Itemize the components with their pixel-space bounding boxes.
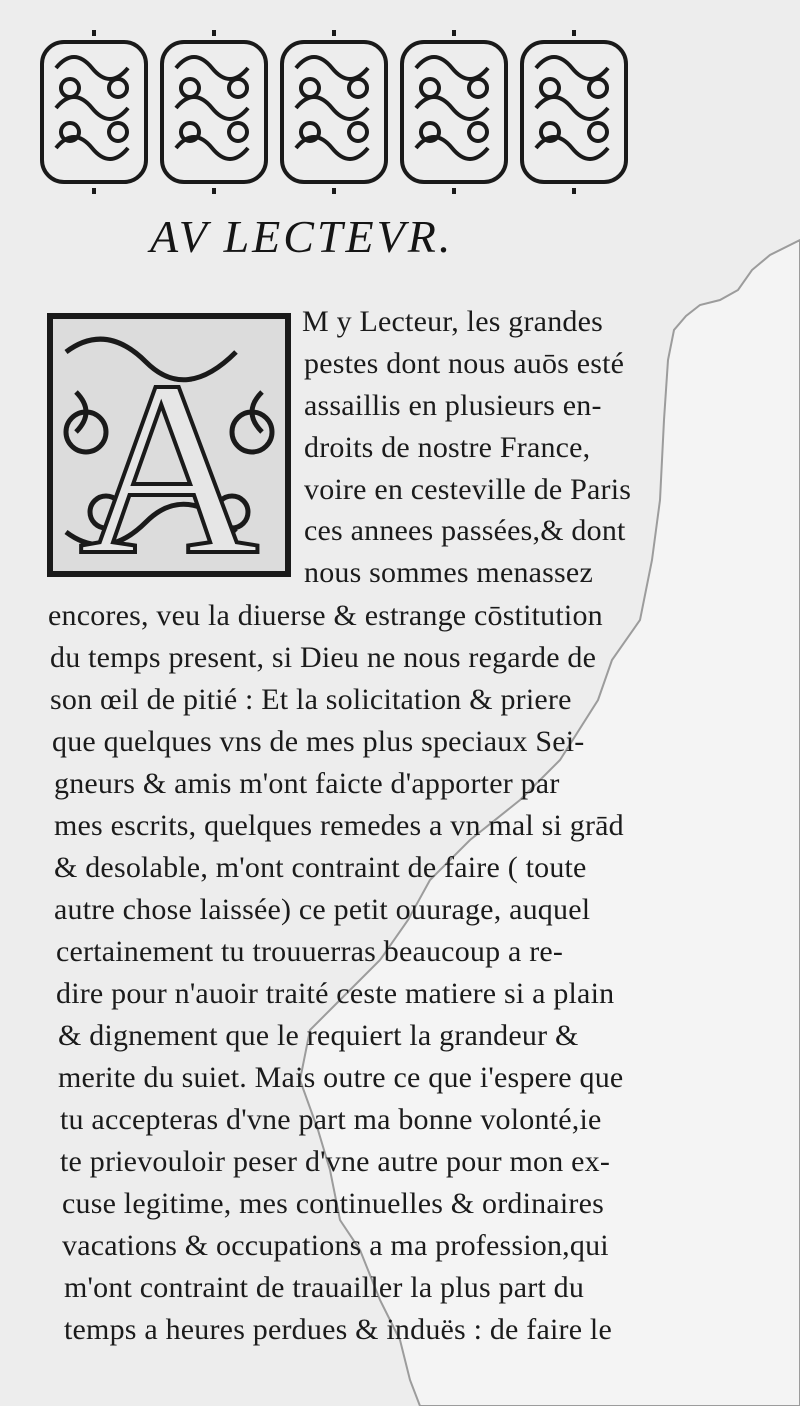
- text-line: m'ont contraint de trauailler la plus part du: [64, 1271, 585, 1304]
- text-line: cuse legitime, mes continuelles & ordinaires: [62, 1187, 604, 1220]
- text-line: gneurs & amis m'ont faicte d'apporter par: [54, 767, 560, 800]
- text-line: que quelques vns de mes plus speciaux Sei-: [52, 725, 585, 758]
- text-line: temps a heures perdues & induës : de faire le: [64, 1313, 612, 1346]
- text-line: son œil de pitié : Et la solicitation & priere: [50, 683, 572, 716]
- text-line: dire pour n'auoir traité ceste matiere si a plain: [56, 977, 615, 1010]
- text-line: merite du suiet. Mais outre ce que i'espere que: [58, 1061, 624, 1094]
- ornamental-header-band: [36, 28, 636, 196]
- text-line: nous sommes menassez: [304, 556, 593, 589]
- text-line: voire en cesteville de Paris: [304, 473, 632, 506]
- drop-cap-letter: A: [78, 330, 260, 578]
- text-line: droits de nostre France,: [304, 431, 591, 464]
- text-line: pestes dont nous auōs esté: [304, 347, 625, 380]
- text-line: autre chose laissée) ce petit ouurage, auquel: [54, 893, 591, 926]
- text-line: mes escrits, quelques remedes a vn mal si grād: [54, 809, 624, 842]
- text-line: & desolable, m'ont contraint de faire ( toute: [54, 851, 587, 884]
- text-line: vacations & occupations a ma profession,qui: [62, 1229, 609, 1262]
- text-line: ces annees passées,& dont: [304, 514, 626, 547]
- text-line: encores, veu la diuerse & estrange cōstitution: [48, 599, 603, 632]
- text-line: & dignement que le requiert la grandeur &: [58, 1019, 579, 1052]
- decorated-initial-a: [46, 312, 292, 578]
- text-line: du temps present, si Dieu ne nous regarde de: [50, 641, 597, 674]
- text-line: M y Lecteur, les grandes: [302, 305, 603, 338]
- text-line: tu accepteras d'vne part ma bonne volonté,ie: [60, 1103, 602, 1136]
- text-line: assaillis en plusieurs en-: [304, 389, 602, 422]
- page-title: AV LECTEVR.: [150, 211, 454, 262]
- text-line: te prievouloir peser d'vne autre pour mon ex-: [60, 1145, 611, 1178]
- text-line: certainement tu trouuerras beaucoup a re-: [56, 935, 564, 968]
